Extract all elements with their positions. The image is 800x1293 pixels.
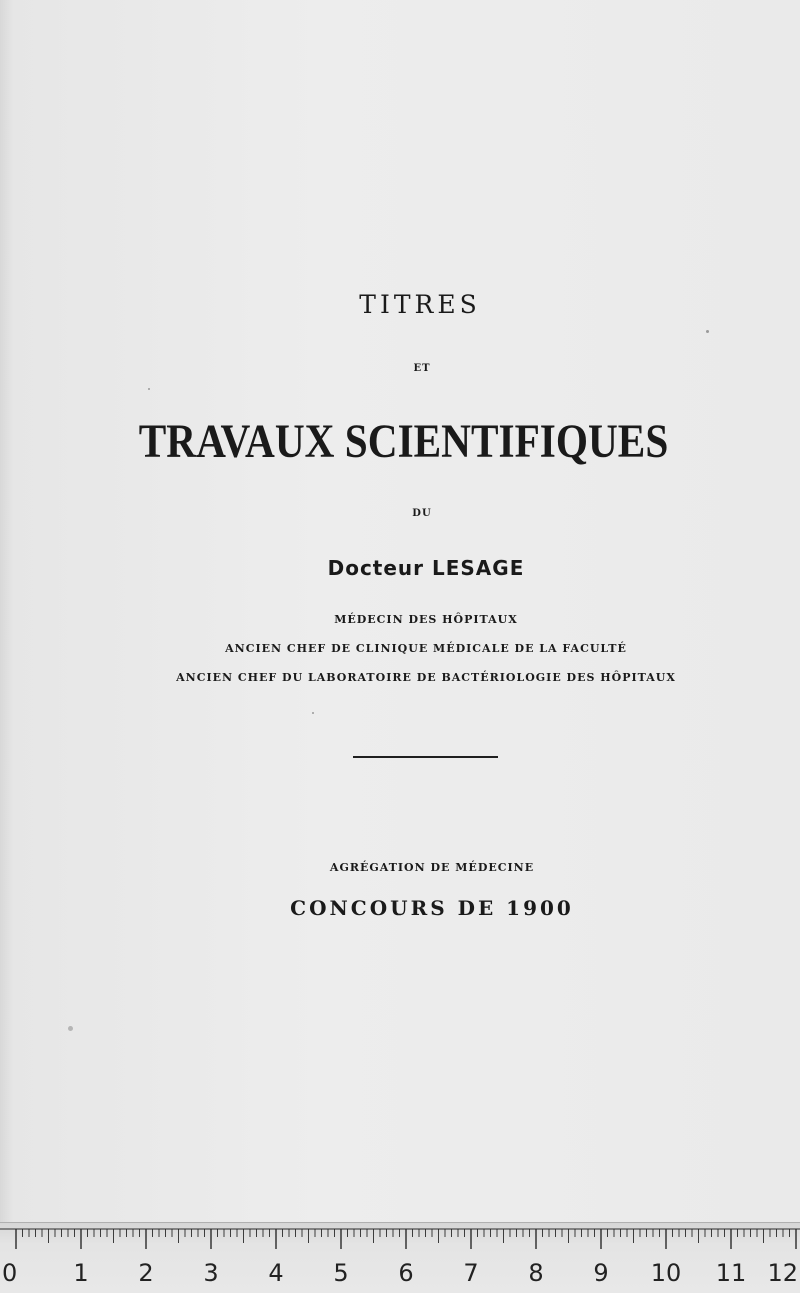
ruler-label: 7 bbox=[463, 1259, 479, 1287]
ruler-label: 12 bbox=[767, 1259, 798, 1287]
ruler-label: 3 bbox=[203, 1259, 219, 1287]
connector-du: DU bbox=[412, 508, 432, 519]
exam-name: AGRÉGATION DE MÉDECINE bbox=[329, 861, 535, 874]
separator-rule bbox=[353, 756, 498, 758]
ruler-label: 4 bbox=[268, 1259, 284, 1287]
ruler-label: 2 bbox=[138, 1259, 154, 1287]
connector-et: ET bbox=[413, 363, 431, 374]
ruler-label: 11 bbox=[715, 1259, 747, 1287]
author-role-2: ANCIEN CHEF DE CLINIQUE MÉDICALE DE LA FACULTÉ bbox=[225, 642, 627, 655]
paper-speck bbox=[148, 388, 150, 390]
contest-year: CONCOURS DE 1900 bbox=[290, 896, 574, 920]
ruler-label: 8 bbox=[528, 1259, 544, 1287]
measuring-ruler bbox=[0, 1222, 800, 1293]
ruler-label: 5 bbox=[333, 1259, 349, 1287]
title-titres: TITRES bbox=[359, 290, 481, 319]
page-edge-shadow bbox=[0, 0, 14, 1222]
paper-speck bbox=[68, 1026, 73, 1031]
ruler-scale bbox=[0, 1223, 800, 1293]
title-travaux-scientifiques: TRAVAUX SCIENTIFIQUES bbox=[138, 415, 669, 468]
author-role-1: MÉDECIN DES HÔPITAUX bbox=[334, 613, 518, 626]
ruler-label: 10 bbox=[650, 1259, 682, 1287]
author-role-3: ANCIEN CHEF DU LABORATOIRE DE BACTÉRIOLOGIE DES HÔPITAUX bbox=[176, 671, 676, 684]
author-name: Docteur LESAGE bbox=[327, 556, 525, 580]
paper-speck bbox=[312, 712, 314, 714]
ruler-label: 9 bbox=[593, 1259, 609, 1287]
ruler-label: 0 bbox=[2, 1259, 18, 1287]
ruler-label: 6 bbox=[398, 1259, 414, 1287]
paper-speck bbox=[706, 330, 709, 333]
ruler-label: 1 bbox=[73, 1259, 89, 1287]
